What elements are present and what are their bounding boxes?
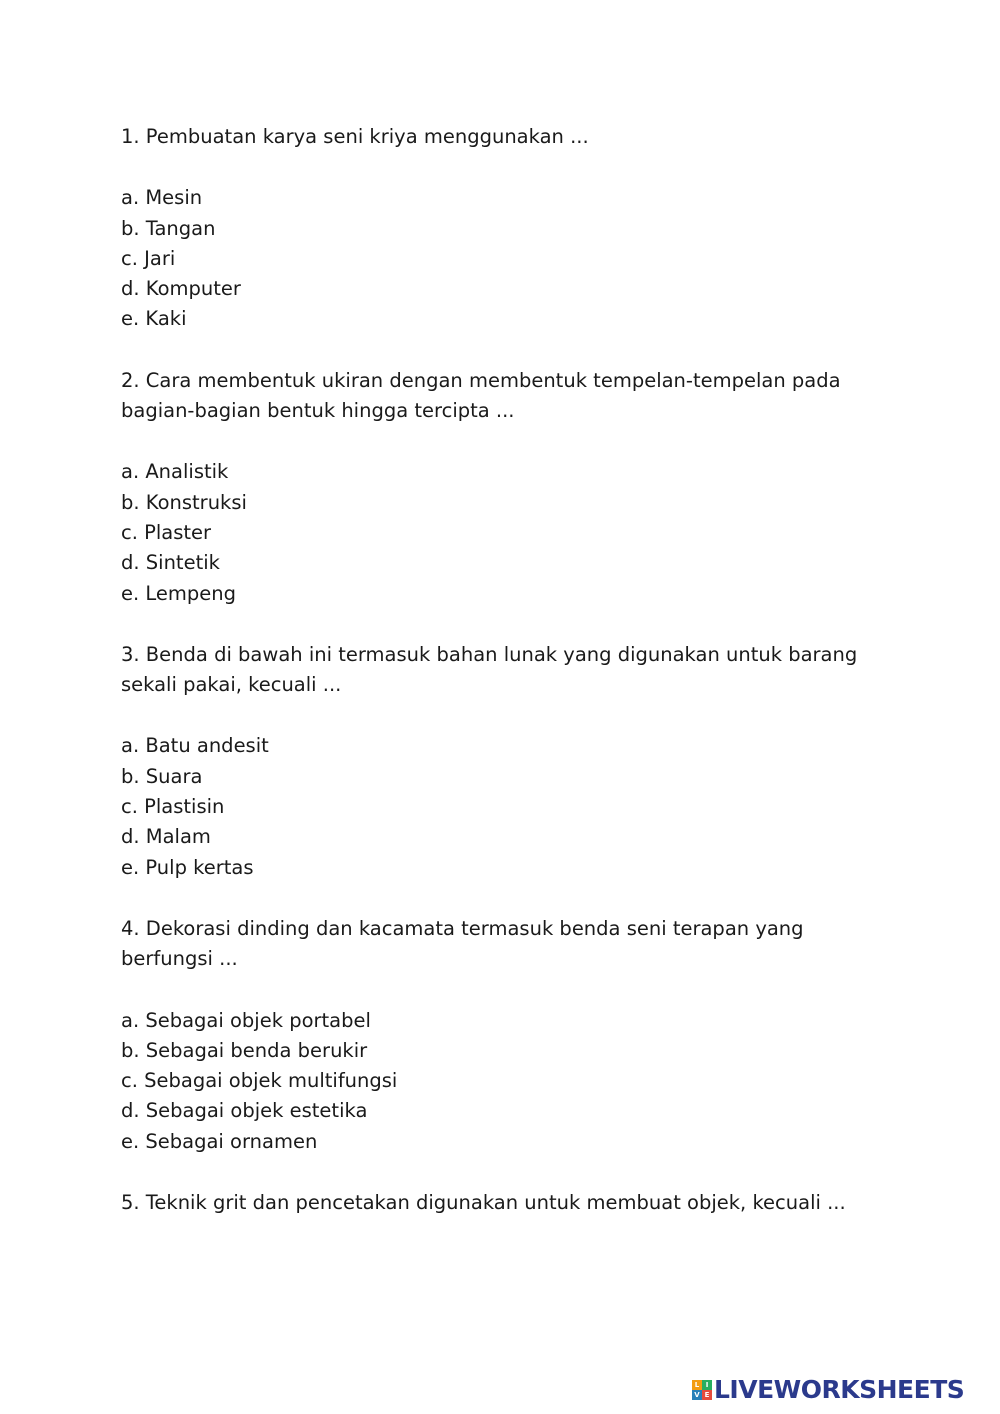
logo-mark-cell: L — [692, 1380, 702, 1390]
logo-text: LIVEWORKSHEETS — [714, 1375, 965, 1404]
option-d: d. Malam — [121, 825, 211, 849]
question-4 — [121, 914, 891, 1157]
logo-mark-icon — [692, 1380, 712, 1400]
option-c: c. Plastisin — [121, 795, 225, 819]
question-2 — [121, 366, 891, 609]
question-1 — [121, 122, 891, 335]
question-text: 2. Cara membentuk ukiran dengan membentuk tempelan-tempelan pada bagian-bagian bentuk hingga tercipta ... — [121, 368, 841, 423]
question-text: 3. Benda di bawah ini termasuk bahan lunak yang digunakan untuk barang sekali pakai, kecuali ... — [121, 642, 858, 697]
option-a: a. Batu andesit — [121, 734, 269, 758]
option-d: d. Komputer — [121, 277, 241, 301]
worksheet-content — [121, 122, 891, 1249]
option-e: e. Pulp kertas — [121, 855, 254, 879]
question-text: 1. Pembuatan karya seni kriya menggunakan ... — [121, 125, 589, 148]
option-e: e. Lempeng — [121, 581, 237, 605]
question-text: 5. Teknik grit dan pencetakan digunakan untuk membuat objek, kecuali ... — [121, 1191, 846, 1215]
option-a: a. Sebagai objek portabel — [121, 1008, 371, 1032]
question-5 — [121, 1188, 891, 1218]
option-d: d. Sintetik — [121, 551, 220, 575]
logo-mark-cell: I — [702, 1380, 712, 1390]
question-text: 4. Dekorasi dinding dan kacamata termasuk benda seni terapan yang berfungsi ... — [121, 916, 804, 971]
option-d: d. Sebagai objek estetika — [121, 1099, 368, 1123]
logo-mark-cell: V — [692, 1390, 702, 1400]
option-b: b. Konstruksi — [121, 490, 247, 514]
option-b: b. Tangan — [121, 216, 216, 240]
option-b: b. Suara — [121, 764, 203, 788]
option-c: c. Sebagai objek multifungsi — [121, 1069, 398, 1093]
option-c: c. Plaster — [121, 520, 212, 544]
logo-mark-cell: E — [702, 1390, 712, 1400]
option-e: e. Sebagai ornamen — [121, 1129, 318, 1153]
liveworksheets-logo — [692, 1376, 964, 1404]
option-b: b. Sebagai benda berukir — [121, 1038, 368, 1062]
option-a: a. Mesin — [121, 186, 203, 210]
option-c: c. Jari — [121, 246, 176, 270]
option-e: e. Kaki — [121, 307, 187, 331]
option-a: a. Analistik — [121, 460, 229, 484]
question-3 — [121, 640, 891, 883]
